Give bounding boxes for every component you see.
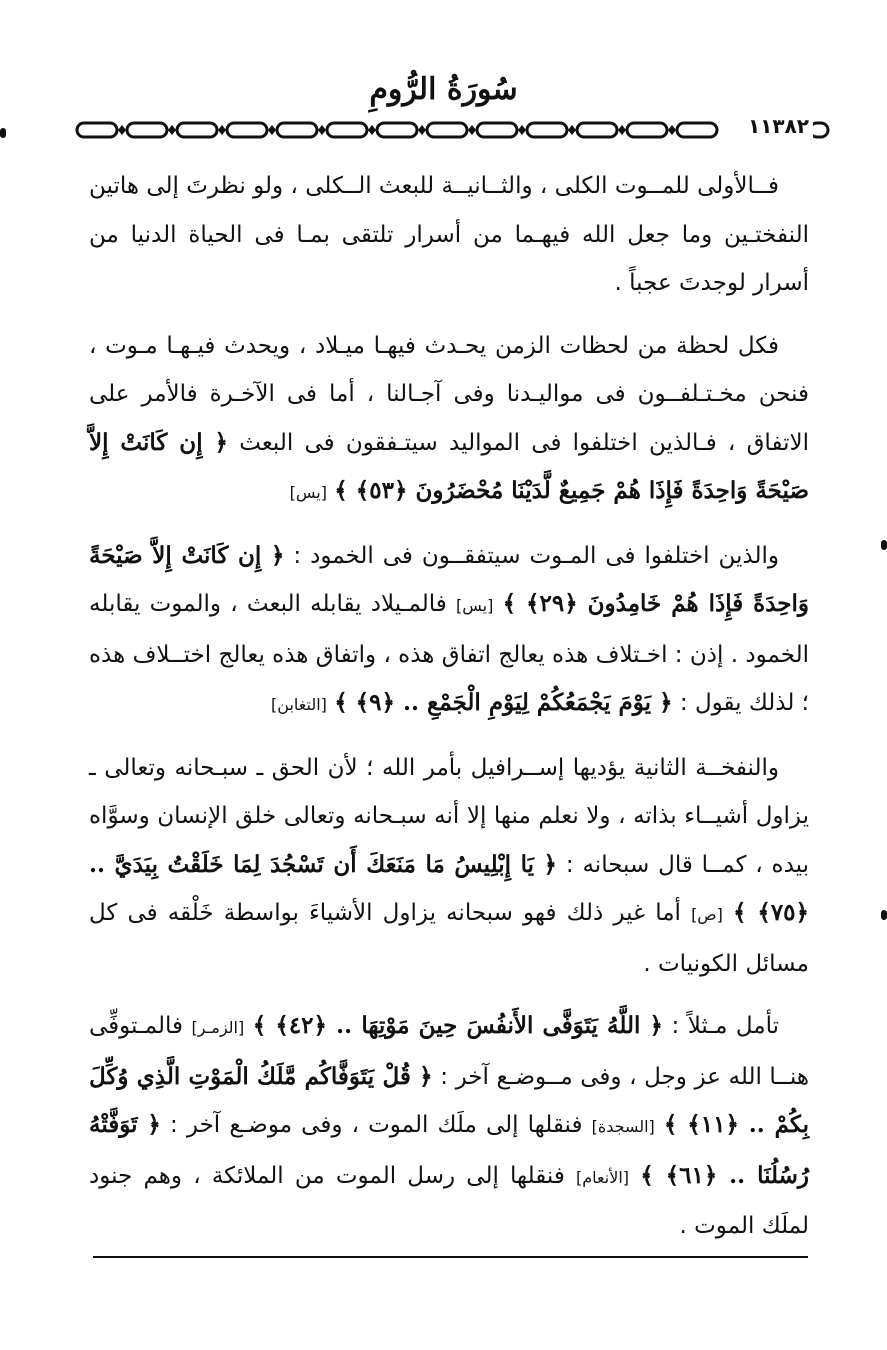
paragraph-text: فــالأولى للمــوت الكلى ، والثــانيــة للبعث الــكلى ، ولو نظرتَ إلى هاتين النفختـين وما جعل الله فيهـما من أسرار تلتقى بمـا فى الحياة الدنيا من أسرار لوجدتَ عجباً . bbox=[89, 173, 809, 296]
quran-verse: ﴿ إِن كَانَتْ إِلاَّ صَيْحَةً وَاحِدَةً فَإِذَا هُمْ خَامِدُونَ ﴿٢٩﴾ ﴾ bbox=[89, 541, 809, 617]
paragraph-text: فنقلها إلى ملَك الموت ، وفى موضـع آخر : bbox=[170, 1112, 583, 1138]
paragraph-text: والذين اختلفوا فى المـوت سيتفقــون فى الخمود : bbox=[293, 542, 779, 569]
paragraph-text: تأمل مـثلاً : bbox=[671, 1013, 780, 1039]
paragraph-text: فنقلها إلى رسل الموت من الملائكة ، وهم جنود لملَك الموت . bbox=[89, 1162, 809, 1239]
quran-verse: ﴿ إِن كَانَتْ إِلاَّ صَيْحَةً وَاحِدَةً فَإِذَا هُمْ جَمِيعٌ لَّدَيْنَا مُحْضَرُونَ ﴿٥٣﴾ ﴾ bbox=[89, 428, 809, 504]
surah-reference: [يس] bbox=[289, 483, 327, 502]
header-ornament-border bbox=[75, 116, 830, 144]
paragraph-text: فالمـيلاد يقابله البعث ، والموت يقابله الخمود . إذن : اخـتلاف هذه يعالج اتفاق هذه ، واتفاق هذه يعالج اختــلاف هذه ؛ لذلك يقول : bbox=[89, 591, 809, 716]
quran-verse: ﴿ يَوْمَ يَجْمَعُكُمْ لِيَوْمِ الْجَمْعِ .. ﴿٩﴾ ﴾ bbox=[334, 689, 673, 716]
surah-reference: [الأنعام] bbox=[576, 1167, 630, 1187]
paragraph-4 bbox=[89, 744, 809, 989]
paragraph-text: والنفخــة الثانية يؤديها إســرافيل بأمر الله ؛ لأن الحق ـ سبـحانه وتعالى ـ يزاول أشيــاء بذاته ، ولا نعلم منها إلا أنه سبـحانه وتعالى خلق الإنسان وسوَّاه بيده ، كمــا قال سبحانه : bbox=[89, 754, 810, 878]
binding-mark bbox=[881, 910, 887, 920]
surah-reference: [السجدة] bbox=[591, 1117, 655, 1136]
page-number: ١١٣٨٢ bbox=[744, 114, 813, 138]
paragraph-text: فكل لحظة من لحظات الزمن يحـدث فيهـا ميـلاد ، ويحدث فيـهـا مـوت ، فنحن مخـتـلفــون فى مواليـدنا وفى آجـالنا ، أما فى الآخـرة فالأمر على الاتفاق ، فـالذين اختلفوا فى المواليد سيتـفقون فى البعث bbox=[89, 332, 809, 456]
paragraph-2 bbox=[89, 322, 809, 518]
quran-verse: ﴿ تَوَفَّتْهُ رُسُلُنَا .. ﴿٦١﴾ ﴾ bbox=[89, 1111, 810, 1189]
quran-verse: ﴿ يَا إِبْلِيسُ مَا مَنَعَكَ أَن تَسْجُدَ لِمَا خَلَقْتُ بِيَدَيَّ .. ﴿٧٥﴾ ﴾ bbox=[89, 850, 810, 926]
surah-reference: [يس] bbox=[456, 596, 494, 615]
surah-reference: [ص] bbox=[691, 905, 723, 924]
paragraph-text: فالمـتوفِّى هنــا الله عز وجل ، وفى مــوضـع آخر : bbox=[89, 1013, 809, 1090]
quran-verse: ﴿ اللَّهُ يَتَوَفَّى الأَنفُسَ حِينَ مَوْتِهَا .. ﴿٤٢﴾ ﴾ bbox=[252, 1012, 664, 1039]
page-body bbox=[89, 162, 809, 1265]
paragraph-3 bbox=[89, 532, 809, 730]
binding-mark bbox=[881, 540, 887, 550]
binding-mark bbox=[0, 128, 6, 138]
paragraph-1 bbox=[89, 162, 809, 308]
surah-title: سُورَةُ الرُّومِ bbox=[369, 72, 518, 107]
footer-divider bbox=[93, 1256, 808, 1258]
paragraph-text: أما غير ذلك فهو سبحانه يزاول الأشياءَ بواسطة خَلْقه فى كل مسائل الكونيات . bbox=[89, 900, 809, 977]
surah-reference: [التغابن] bbox=[271, 695, 327, 714]
paragraph-5 bbox=[89, 1002, 809, 1251]
surah-reference: [الزمـر] bbox=[191, 1018, 245, 1037]
quran-verse: ﴿ قُلْ يَتَوَفَّاكُم مَّلَكُ الْمَوْتِ الَّذِي وُكِّلَ بِكُمْ .. ﴿١١﴾ ﴾ bbox=[89, 1062, 810, 1138]
